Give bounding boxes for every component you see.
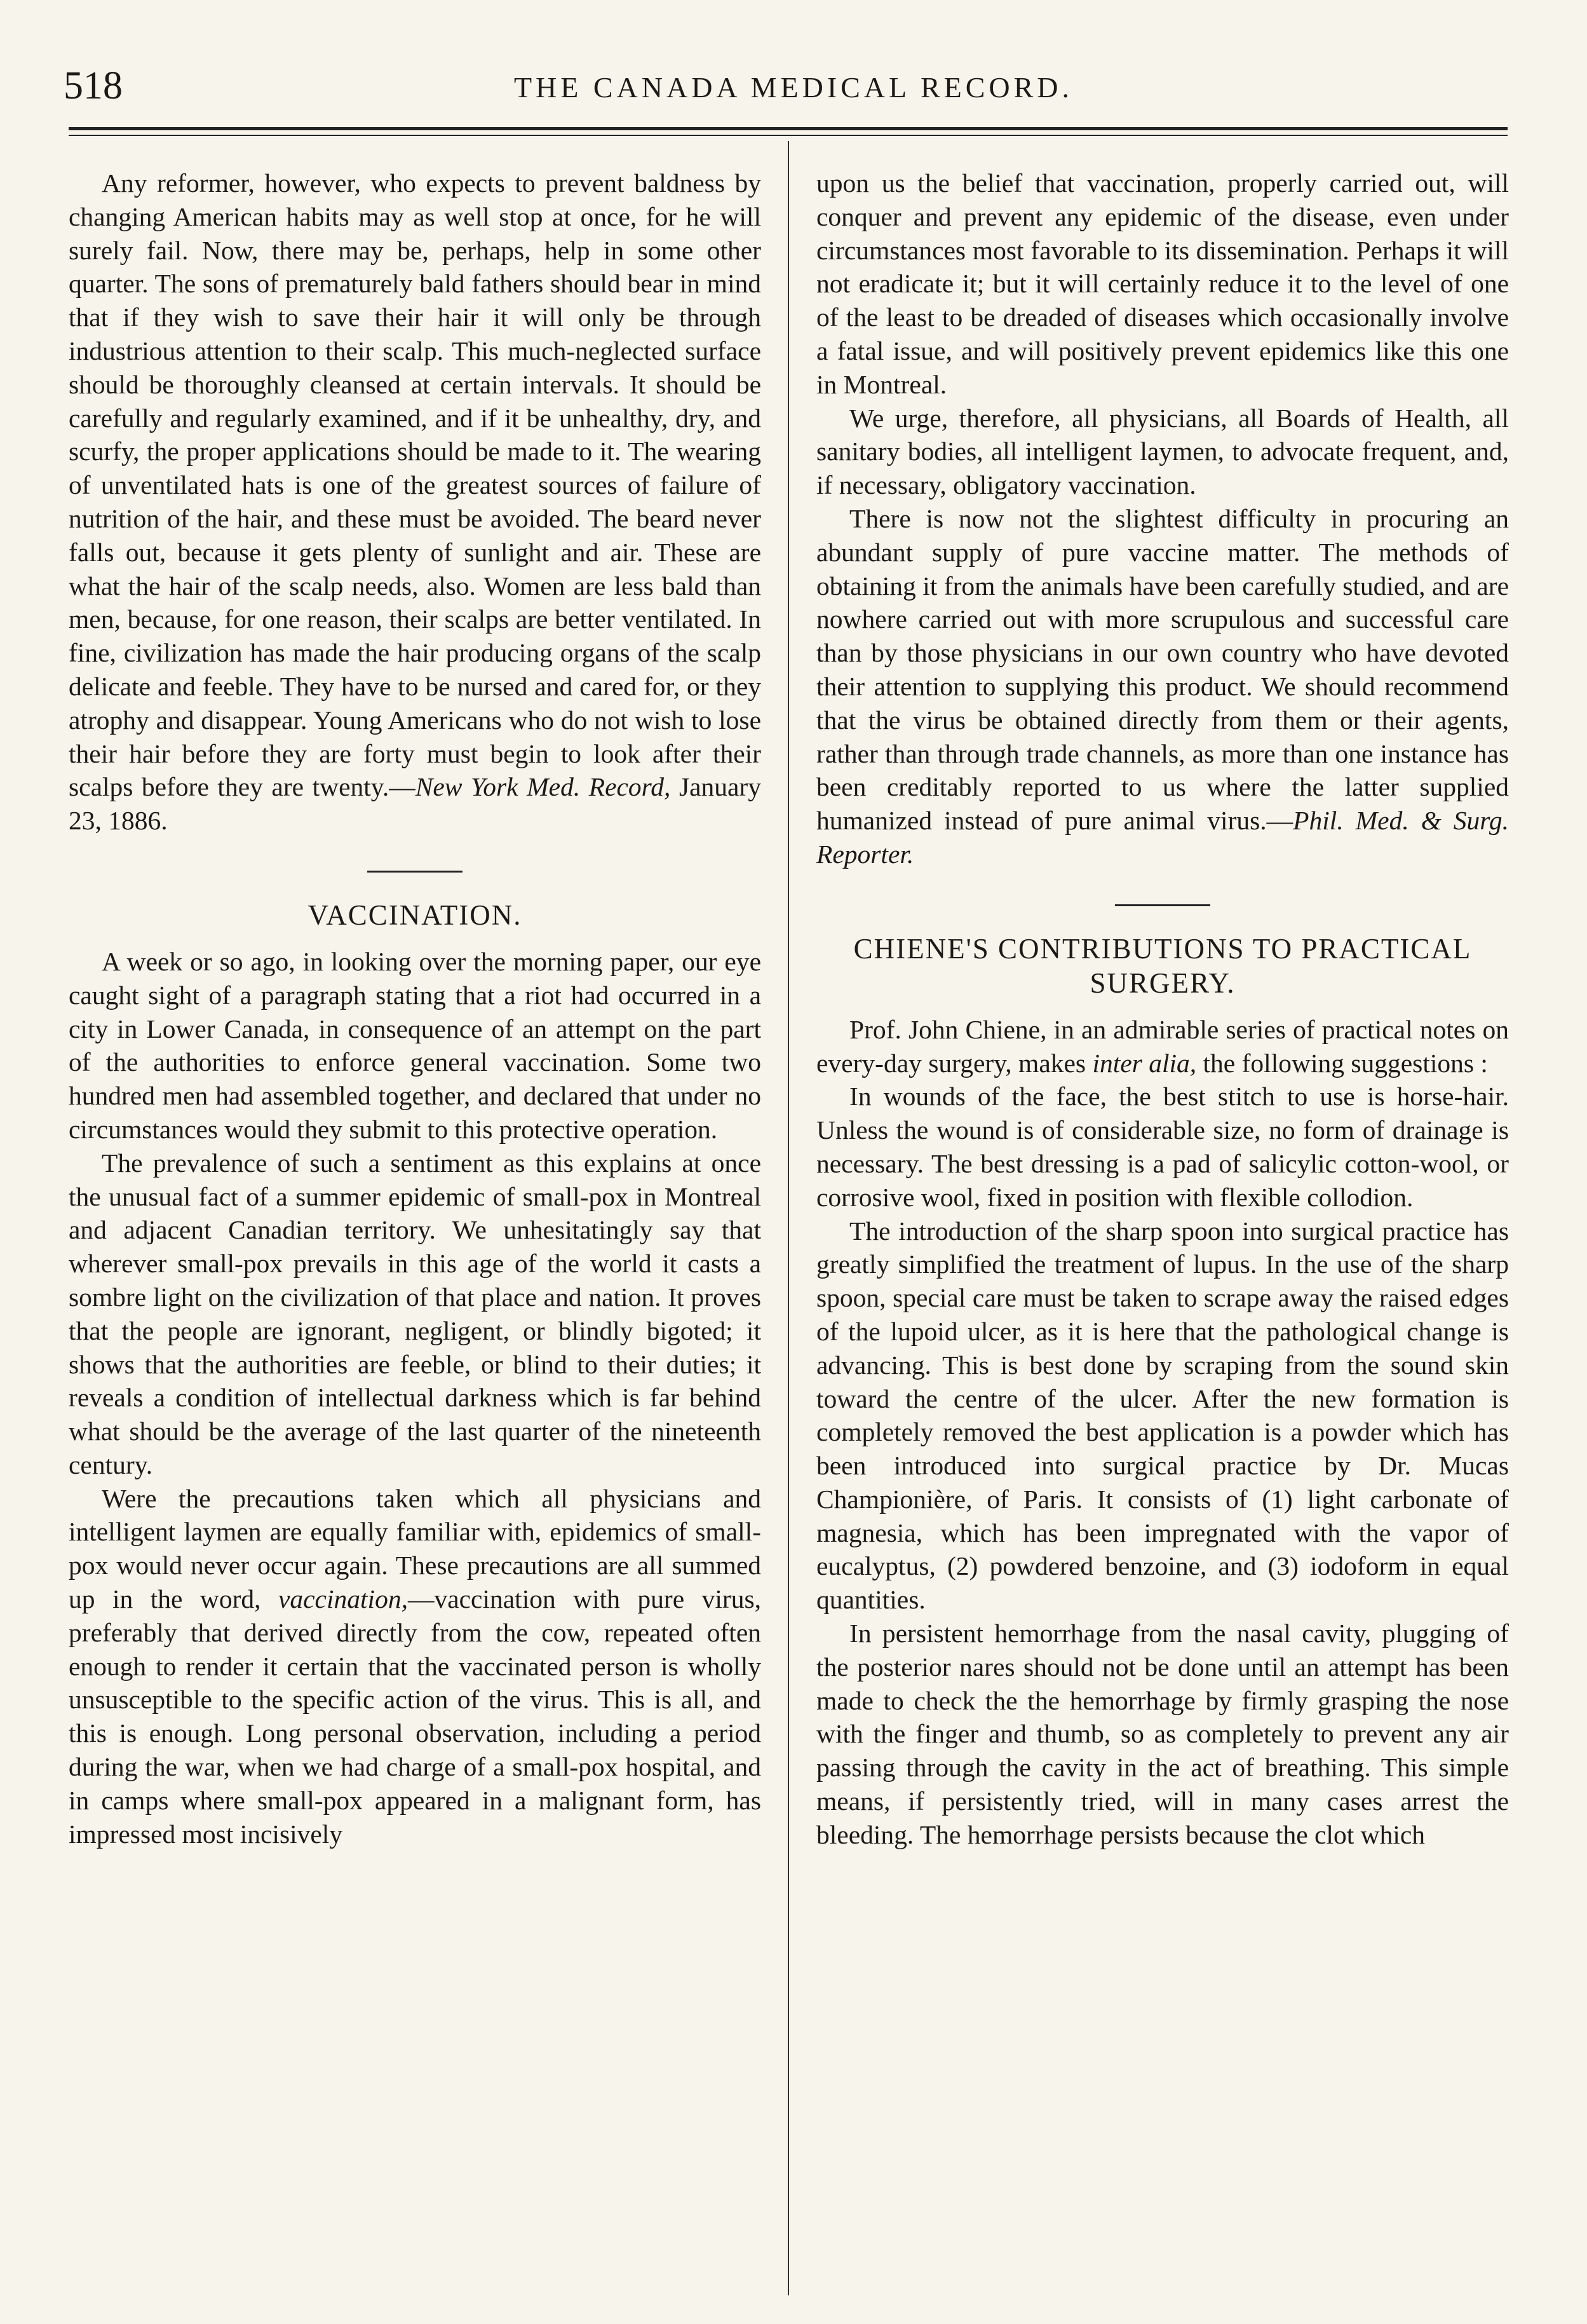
vaccination-paragraph: A week or so ago, in looking over the morning paper, our eye caught sight of a paragraph stating that a riot had occurred in a city in Lower Canada, in consequence of an attempt on the part of the authorities to enforce general vaccination. Some two hundred men had assembled together, and declared that under no circumstances would they submit to this protective operation. — [69, 946, 761, 1144]
vaccination-heading: VACCINATION. — [307, 899, 522, 931]
precautions-emphasis: vaccination, — [278, 1584, 408, 1614]
urge-paragraph: We urge, therefore, all physicians, all Boards of Health, all sanitary bodies, all intelligent laymen, to advocate frequent, and, if necessary, obligatory vaccination. — [816, 403, 1509, 500]
baldness-text: Any reformer, however, who expects to prevent baldness by changing American habits may as well stop at once, for he will surely fail. Now, there may be, perhaps, help in some other quarter. The sons of prematurely bald fathers should bear in mind that if they wish to save their hair it will only be through industrious attention to their scalp. This much-neglected surface should be thoroughly cleansed at certain intervals. It should be carefully and regularly examined, and if it be unhealthy, dry, and scurfy, the proper applications should be made to it. The wearing of unventilated hats is one of the greatest sources of failure of nutrition of the hair, and these must be avoided. The beard never falls out, because it gets plenty of sunlight and air. These are what the hair of the scalp needs, also. Women are less bald than men, because, for one reason, their scalps are better ventilated. In fine, civilization has made the hair producing organs of the scalp delicate and feeble. They have to be nursed and cared for, or they atrophy and disappear. Young Americans who do not wish to lose their hair before they are forty must begin to look after their scalps before they are twenty.— — [69, 168, 761, 802]
chiene-paragraph: In persistent hemorrhage from the nasal cavity, plugging of the posterior nares should not be done until an attempt has been made to check the the hemorrhage by firmly grasping the nose with the finger and thumb, so as completely to prevent any air passing through the cavity in the act of breathing. This simple means, if persistently tried, will in many cases arrest the bleeding. The hemorrhage persists because the clot which — [816, 1619, 1509, 1849]
running-title: THE CANADA MEDICAL RECORD. — [513, 71, 1074, 104]
chiene-intro-paragraph — [816, 1013, 1509, 1080]
left-column — [69, 166, 761, 1851]
page-number: 518 — [64, 64, 123, 107]
header-rule — [69, 127, 1508, 130]
precautions-paragraph — [69, 1482, 761, 1851]
precautions-text: Were the precautions taken which all physicians and intelligent laymen are equally familiar with, epidemics of small-pox would never occur again. These precautions are all summed up in the word, — [69, 1483, 761, 1614]
chiene-intro-text-end: the following suggestions : — [1196, 1048, 1488, 1078]
supply-citation: Phil. Med. & Surg. Reporter. — [816, 806, 1509, 869]
header-rule-thin — [69, 135, 1508, 136]
chiene-intro-emphasis: inter alia, — [1092, 1048, 1197, 1078]
vaccination-paragraph: The prevalence of such a sentiment as this explains at once the unusual fact of a summer epidemic of small-pox in Montreal and adjacent Canadian territory. We unhesitatingly say that wherever small-pox prevails in this age of the world it casts a sombre light on the civilization of that place and nation. It proves that the people are ignorant, negligent, or blindly bigoted; it shows that the authorities are feeble, or blind to their duties; it reveals a condition of intellectual darkness which is far behind what should be the average of the last quarter of the nineteenth century. — [69, 1148, 761, 1479]
precautions-text-continued: —vaccination with pure virus, preferably that derived directly from the cow, repeated often enough to render it certain that the vaccinated person is wholly unsusceptible to the specific action of the virus. This is all, and this is enough. Long personal observation, including a period during the war, when we had charge of a small-pox hospital, and in camps where small-pox appeared in a malignant form, has impressed most incisively — [69, 1584, 761, 1849]
right-column — [816, 166, 1509, 1852]
chiene-paragraph: The introduction of the sharp spoon into surgical practice has greatly simplified the treatment of lupus. In the use of the sharp spoon, special care must be taken to scrape away the raised edges of the lupoid ulcer, as it is here that the pathological change is advancing. This is best done by scraping from the sound skin toward the centre of the ulcer. After the new formation is completely removed the best application is a powder which has been introduced into surgical practice by Dr. Mucas Championière, of Paris. It consists of (1) light carbonate of magnesia, which has been impregnated with the vapor of eucalyptus, (2) powdered benzoine, and (3) iodoform in equal quantities. — [816, 1216, 1509, 1615]
chiene-heading: CHIENE'S CONTRIBUTIONS TO PRACTICAL SURGERY. — [853, 932, 1472, 999]
supply-text: There is now not the slightest difficulty in procuring an abundant supply of pure vaccine matter. The methods of obtaining it from the animals have been carefully studied, and are nowhere carried out with more scrupulous and successful care than by those physicians in our own country who have devoted their attention to supplying this product. We should recommend that the virus be obtained directly from them or their agents, rather than through trade channels, as more than one instance has been creditably reported to us where the latter supplied humanized instead of pure animal virus.— — [816, 503, 1509, 836]
baldness-paragraph — [69, 166, 761, 838]
baldness-citation: New York Med. Record, — [415, 772, 671, 802]
supply-paragraph — [816, 502, 1509, 871]
page-header — [0, 60, 1587, 111]
vaccination-continuation: upon us the belief that vaccination, properly carried out, will conquer and prevent any epidemic of the disease, even under circumstances most favorable to its dissemination. Perhaps it will not eradicate it; but it will certainly reduce it to the level of one of the least to be dreaded of diseases which occasionally involve a fatal issue, and will positively prevent epidemics like this one in Montreal. — [816, 168, 1509, 399]
section-divider — [1115, 904, 1210, 906]
chiene-intro-text: Prof. John Chiene, in an admirable series of practical notes on every-day surgery, makes — [816, 1014, 1509, 1078]
baldness-citation-date: January 23, 1886. — [69, 772, 761, 836]
section-divider — [367, 871, 463, 873]
column-divider — [788, 141, 789, 2295]
chiene-paragraph: In wounds of the face, the best stitch to use is horse-hair. Unless the wound is of considerable size, no form of drainage is necessary. The best dressing is a pad of salicylic cotton-wool, or corrosive wool, fixed in position with flexible collodion. — [816, 1082, 1509, 1212]
